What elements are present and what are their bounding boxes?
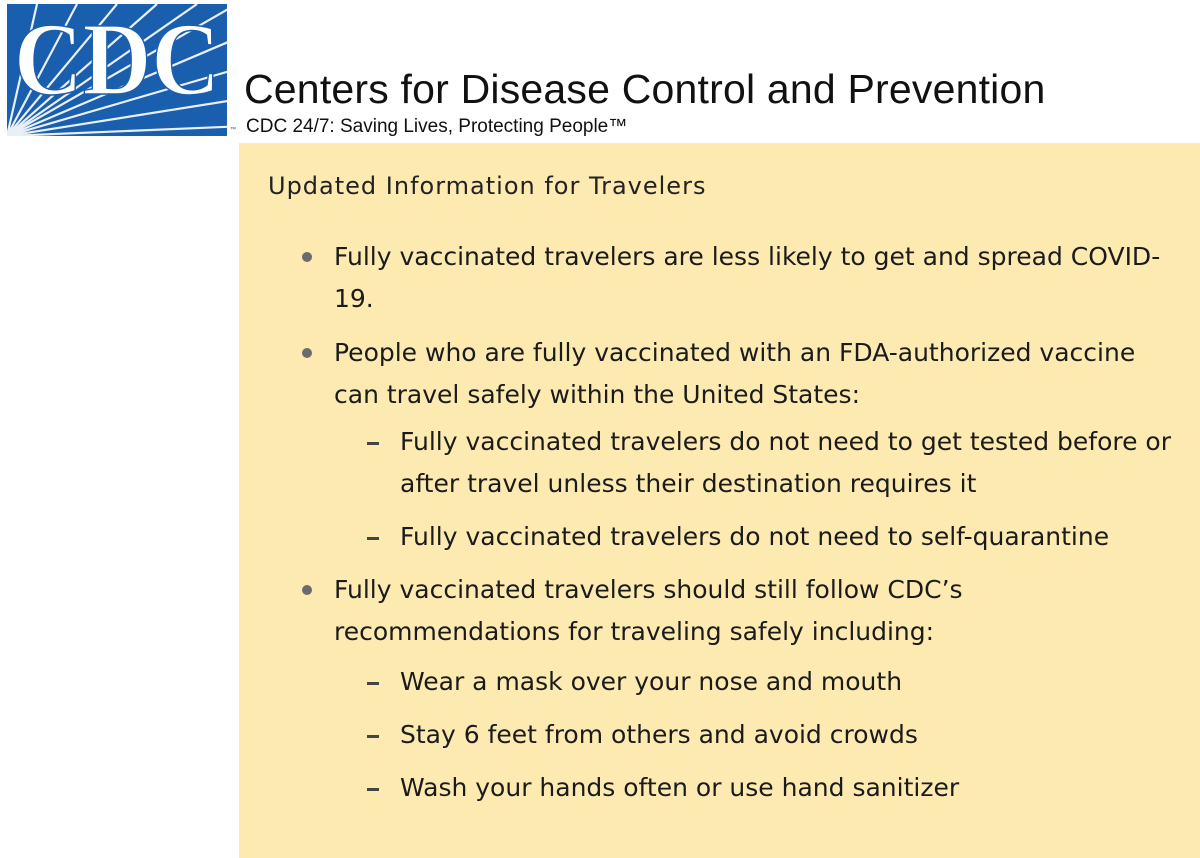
sub-list-item [400,421,1190,505]
info-list [239,143,1200,858]
traveler-info-panel [239,143,1200,858]
list-item [334,332,1184,416]
list-item [334,236,1184,320]
dash-marker [367,537,379,540]
bullet-dot [302,585,312,595]
sub-list-item-text: Wash your hands often or use hand sanitizer [400,773,960,802]
tagline: CDC 24/7: Saving Lives, Protecting People™ [246,116,628,137]
sub-list-item-text: Fully vaccinated travelers do not need to self-quarantine [400,522,1110,551]
bullet-dot [302,252,312,262]
sub-list-item-text: Fully vaccinated travelers do not need to get tested before or after travel unless their destination requires it [400,427,1172,498]
cdc-logo-graphic [7,4,227,136]
sub-list-item [400,516,1190,558]
dash-marker [367,735,379,738]
sub-list-item-text: Stay 6 feet from others and avoid crowds [400,720,918,749]
sub-list-item-text: Wear a mask over your nose and mouth [400,667,903,696]
sub-list-item [400,767,1190,809]
sub-list-item [400,714,1190,756]
bullet-dot [302,348,312,358]
logo-trademark: ™ [230,127,236,133]
list-item-text: Fully vaccinated travelers should still follow CDC’s recommendations for traveling safely including: [334,575,963,646]
org-name: Centers for Disease Control and Prevention [244,66,1046,112]
dash-marker [367,442,379,445]
list-item-text: People who are fully vaccinated with an FDA-authorized vaccine can travel safely within the United States: [334,338,1136,409]
dash-marker [367,682,379,685]
cdc-logo [7,4,227,136]
panel-title: Updated Information for Travelers [268,172,707,200]
dash-marker [367,788,379,791]
logo-text: CDC [14,4,220,117]
list-item-text: Fully vaccinated travelers are less likely to get and spread COVID-19. [334,242,1161,313]
list-item [334,569,1184,653]
sub-list-item [400,661,1190,703]
